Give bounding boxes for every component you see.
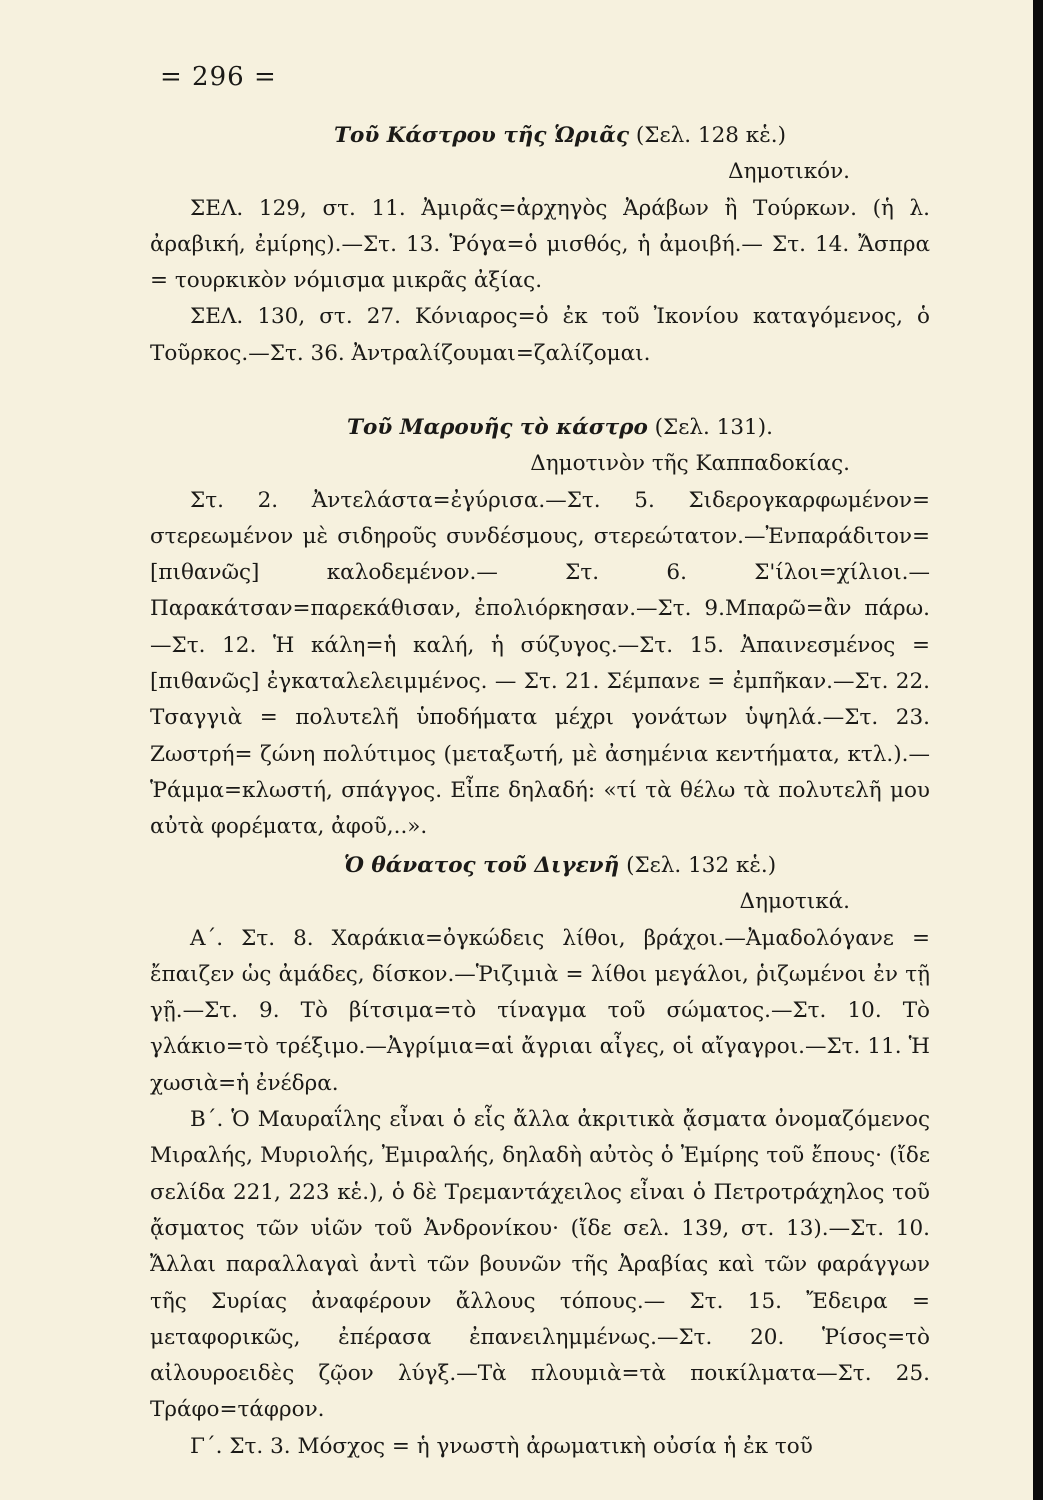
paragraph: Γ΄. Στ. 3. Μόσχος = ἡ γνωστὴ ἀρωματικὴ οὐσία ἡ ἐκ τοῦ <box>190 1433 813 1459</box>
scan-edge <box>1033 0 1043 1500</box>
paragraph: Β΄. Ὁ Μαυραΐλης εἶναι ὁ εἷς ἄλλα ἀκριτικὰ ᾄσματα ὀνομαζόμενος Μιραλής, Μυριολής, Ἐμιραλής, δηλαδὴ αὐτὸς ὁ Ἐμίρης τοῦ ἔπους· (ἴδε σελίδα 221, 223 κἑ.), ὁ δὲ Τρεμαντάχειλος εἶναι ὁ Πετροτράχηλος τοῦ ᾄσματος τῶν υἱῶν τοῦ Ἀνδρονίκου· (ἴδε σελ. 139, στ. 13).—Στ. 10. Ἄλλαι παραλλαγαὶ ἀντὶ τῶν βουνῶν τῆς Ἀραβίας καὶ τῶν φαράγγων τῆς Συρίας ἀναφέρουν ἄλλους τόπους.— Στ. 15. Ἔδειρα = μεταφορικῶς, ἐπέρασα ἐπανειλημμένως.—Στ. 20. Ῥίσος=τὸ αἰλουροειδὲς ζῷον λύγξ.—Τὰ πλουμιὰ=τὰ ποικίλματα—Στ. 25. Τράφο=τάφρον. <box>150 1107 930 1423</box>
page-number: = 296 = <box>160 62 277 92</box>
paragraph: Α΄. Στ. 8. Χαράκια=ὀγκώδεις λίθοι, βράχοι.—Ἀμαδολόγανε = ἔπαιζεν ὡς ἀμάδες, δίσκον.—Ῥιζιμιὰ = λίθοι μεγάλοι, ῥιζωμένοι ἐν τῇ γῇ.—Στ. 9. Τὸ βίτσιμα=τὸ τίναγμα τοῦ σώματος.—Στ. 10. Τὸ γλάκιο=τὸ τρέξιμο.—Ἀγρίμια=αἱ ἄγριαι αἶγες, οἱ αἴγαγροι.—Στ. 11. Ἡ χωσιὰ=ἡ ἐνέδρα. <box>150 925 930 1096</box>
section-marou-kastro <box>150 410 930 846</box>
section-subtitle: Δημοτικόν. <box>728 159 850 185</box>
section-thanatos-digeni <box>150 848 930 1465</box>
section-kastro-orias <box>150 118 930 372</box>
section-title: Τοῦ Μαρουῆς τὸ κάστρο (Σελ. 131). <box>347 415 773 440</box>
paragraph: ΣΕΛ. 129, στ. 11. Ἀμιρᾶς=ἀρχηγὸς Ἀράβων ἢ Τούρκων. (ἡ λ. ἀραβική, ἐμίρης).—Στ. 13. Ῥόγα=ὁ μισθός, ἡ ἀμοιβή.— Στ. 14. Ἄσπρα = τουρκικὸν νόμισμα μικρᾶς ἀξίας. <box>150 195 930 294</box>
section-title: Ὁ θάνατος τοῦ Διγενῆ (Σελ. 132 κἑ.) <box>343 853 777 878</box>
paragraph: Στ. 2. Ἀντελάστα=ἐγύρισα.—Στ. 5. Σιδερογκαρφωμένον= στερεωμένον μὲ σιδηροῦς συνδέσμους, στερεώτατον.—Ἐνπαράδιτον= [πιθανῶς] καλοδεμένον.— Στ. 6. Σ'ίλοι=χίλιοι.— Παρακάτσαν=παρεκάθισαν, ἐπολιόρκησαν.—Στ. 9.Μπαρῶ=ἂν πάρω. —Στ. 12. Ἡ κάλη=ἡ καλή, ἡ σύζυγος.—Στ. 15. Ἀπαινεσμένος = [πιθανῶς] ἐγκαταλελειμμένος. — Στ. 21. Σέμπανε = ἐμπῆκαν.—Στ. 22. Τσαγγιὰ = πολυτελῆ ὑποδήματα μέχρι γονάτων ὑψηλά.—Στ. 23. Ζωστρή= ζώνη πολύτιμος (μεταξωτή, μὲ ἀσημένια κεντήματα, κτλ.).— Ῥάμμα=κλωστή, σπάγγος. Εἶπε δηλαδή: «τί τὰ θέλω τὰ πολυτελῆ μου αὐτὰ φορέματα, ἀφοῦ,..». <box>150 487 930 840</box>
paragraph: ΣΕΛ. 130, στ. 27. Κόνιαρος=ὁ ἐκ τοῦ Ἰκονίου καταγόμενος, ὁ Τοῦρκος.—Στ. 36. Ἀντραλίζουμαι=ζαλίζομαι. <box>150 304 930 366</box>
section-subtitle: Δημοτινὸν τῆς Καππαδοκίας. <box>530 451 850 477</box>
section-subtitle: Δημοτικά. <box>739 889 850 915</box>
section-title: Τοῦ Κάστρου τῆς Ὡριᾶς (Σελ. 128 κἑ.) <box>334 123 786 148</box>
